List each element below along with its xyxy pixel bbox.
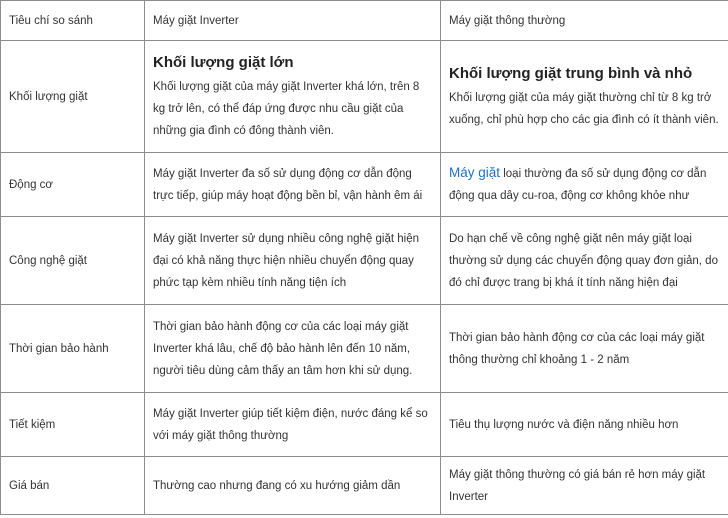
cell-title: Khối lượng giặt lớn bbox=[153, 53, 294, 71]
inverter-cell: Máy giặt Inverter đa số sử dụng động cơ dẫn động trực tiếp, giúp máy hoạt động bền bỉ, vận hành êm ái bbox=[145, 153, 441, 217]
normal-cell bbox=[441, 153, 728, 217]
cell-title: Khối lượng giặt trung bình và nhỏ bbox=[449, 64, 693, 82]
cell-text: loại thường đa số sử dụng động cơ dẫn động qua dây cu-roa, động cơ không khỏe như bbox=[449, 168, 707, 202]
table-row bbox=[1, 305, 728, 393]
normal-cell bbox=[441, 41, 728, 153]
criterion-cell: Công nghệ giặt bbox=[1, 217, 145, 305]
inverter-cell: Thường cao nhưng đang có xu hướng giảm dần bbox=[145, 457, 441, 515]
criterion-cell: Thời gian bảo hành bbox=[1, 305, 145, 393]
inverter-cell: Máy giặt Inverter sử dụng nhiều công nghệ giặt hiện đại có khả năng thực hiện nhiều chuyển động quay phức tạp kèm nhiều tính năng tiện ích bbox=[145, 217, 441, 305]
normal-cell: Thời gian bảo hành động cơ của các loại máy giặt thông thường chỉ khoảng 1 - 2 năm bbox=[441, 305, 728, 393]
criterion-cell: Khối lượng giặt bbox=[1, 41, 145, 153]
inverter-cell bbox=[145, 41, 441, 153]
table-row bbox=[1, 217, 728, 305]
criterion-cell: Động cơ bbox=[1, 153, 145, 217]
table-row bbox=[1, 153, 728, 217]
washing-machine-link[interactable]: Máy giặt bbox=[449, 165, 501, 180]
table-row bbox=[1, 457, 728, 515]
normal-cell: Máy giặt thông thường có giá bán rẻ hơn máy giặt Inverter bbox=[441, 457, 728, 515]
cell-text: Khối lượng giặt của máy giặt Inverter khá lớn, trên 8 kg trở lên, có thể đáp ứng được nhu cầu giặt của những gia đình có đông thành viên. bbox=[153, 80, 420, 137]
header-inverter: Máy giặt Inverter bbox=[145, 1, 441, 41]
table-row bbox=[1, 393, 728, 457]
inverter-cell: Thời gian bảo hành động cơ của các loại máy giặt Inverter khá lâu, chế độ bảo hành lên đến 10 năm, người tiêu dùng cảm thấy an tâm hơn khi sử dụng. bbox=[145, 305, 441, 393]
normal-cell: Tiêu thụ lượng nước và điện năng nhiều hơn bbox=[441, 393, 728, 457]
normal-cell: Do hạn chế về công nghệ giặt nên máy giặt loại thường sử dụng các chuyển động quay đơn giản, do đó chỉ được trang bị khá ít tính năng hiện đại bbox=[441, 217, 728, 305]
header-row bbox=[1, 1, 728, 41]
table-row bbox=[1, 41, 728, 153]
criterion-cell: Giá bán bbox=[1, 457, 145, 515]
inverter-cell: Máy giặt Inverter giúp tiết kiệm điện, nước đáng kể so với máy giặt thông thường bbox=[145, 393, 441, 457]
criterion-cell: Tiết kiệm bbox=[1, 393, 145, 457]
header-normal: Máy giặt thông thường bbox=[441, 1, 728, 41]
header-criterion: Tiêu chí so sánh bbox=[1, 1, 145, 41]
cell-text: Khối lượng giặt của máy giặt thường chỉ từ 8 kg trở xuống, chỉ phù hợp cho các gia đình có ít thành viên. bbox=[449, 91, 719, 126]
